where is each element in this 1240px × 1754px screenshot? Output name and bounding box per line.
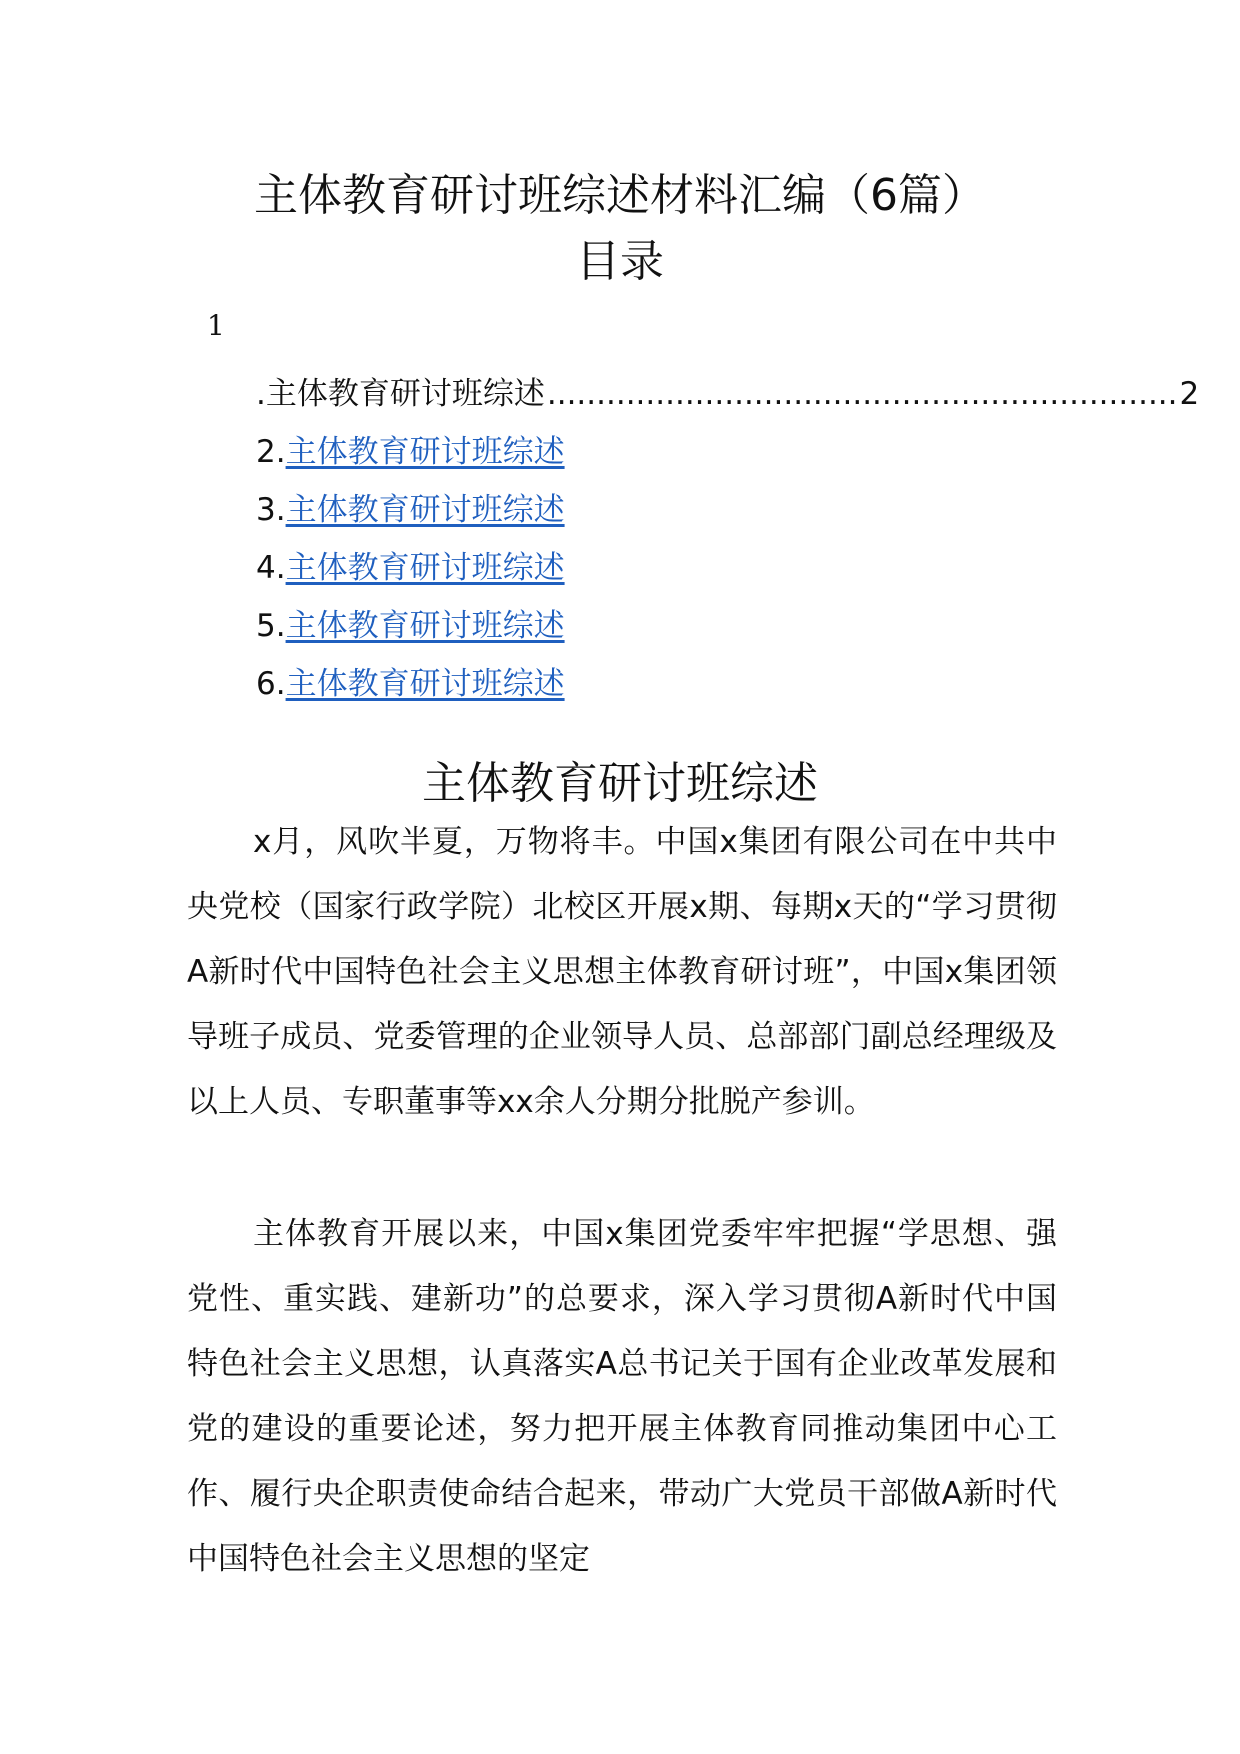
toc-entry-number: 3. <box>256 492 286 528</box>
toc-dot-leader: ................................................................ <box>546 376 1178 412</box>
toc-entry-number: 4. <box>256 550 286 586</box>
body-paragraph: 主体教育开展以来，中国x集团党委牢牢把握“学思想、强党性、重实践、建新功”的总要求，深入学习贯彻A新时代中国特色社会主义思想，认真落实A总书记关于国有企业改革发展和党的建设的重要论述，努力把开展主体教育同推动集团中心工作、履行央企职责使命结合起来，带动广大党员干部做A新时代中国特色社会主义思想的坚定 <box>187 1216 1057 1577</box>
toc-entry-5 <box>256 604 565 648</box>
toc-entry-6 <box>256 662 565 706</box>
toc-page-number: 2 <box>1179 376 1200 412</box>
stray-page-number: 1 <box>207 309 225 342</box>
toc-entry-link[interactable]: 主体教育研讨班综述 <box>285 666 565 702</box>
toc-entry-label: .主体教育研讨班综述 <box>256 376 545 412</box>
toc-entry-2 <box>256 430 565 474</box>
toc-entry-number: 6. <box>256 666 286 702</box>
toc-entry-link[interactable]: 主体教育研讨班综述 <box>285 492 565 528</box>
toc-entry-number: 2. <box>256 434 286 470</box>
body-paragraph: x月，风吹半夏，万物将丰。中国x集团有限公司在中共中央党校（国家行政学院）北校区开展x期、每期x天的“学习贯彻A新时代中国特色社会主义思想主体教育研讨班”，中国x集团领导班子成员、党委管理的企业领导人员、总部部门副总经理级及以上人员、专职董事等xx余人分期分批脱产参训。 <box>187 824 1057 1120</box>
toc-entry-link[interactable]: 主体教育研讨班综述 <box>285 608 565 644</box>
document-title: 主体教育研讨班综述材料汇编（6篇） <box>254 170 986 221</box>
toc-entry-number: 5. <box>256 608 286 644</box>
toc-entry-4 <box>256 546 565 590</box>
toc-entry-link[interactable]: 主体教育研讨班综述 <box>285 550 565 586</box>
toc-entry-1[interactable] <box>256 372 1200 416</box>
section-title: 主体教育研讨班综述 <box>422 758 818 809</box>
toc-entry-3 <box>256 488 565 532</box>
toc-heading: 目录 <box>576 236 664 287</box>
toc-entry-link[interactable]: 主体教育研讨班综述 <box>285 434 565 470</box>
